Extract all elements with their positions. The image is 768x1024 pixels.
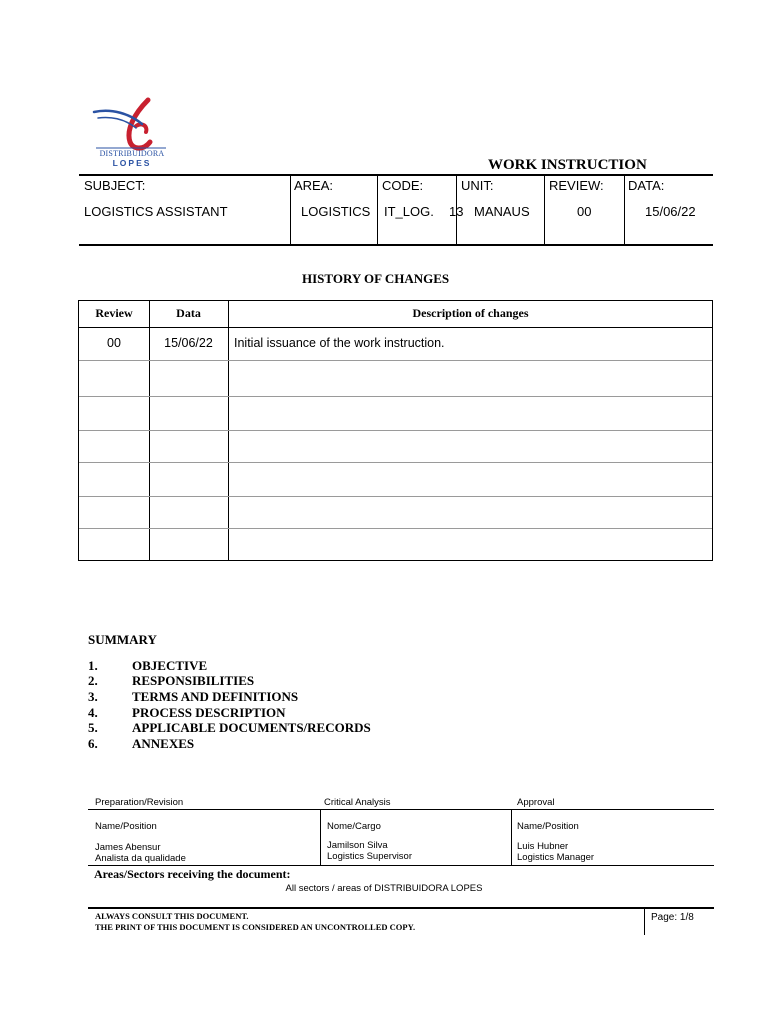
history-table <box>78 300 713 561</box>
signature-top-line <box>88 809 714 810</box>
summary-item-label: ANNEXES <box>132 736 195 751</box>
area-label: AREA: <box>294 178 334 193</box>
summary-item-number: 2. <box>88 673 98 688</box>
review-label: REVIEW: <box>549 178 604 193</box>
preparation-name: James Abensur <box>95 842 161 853</box>
document-title: WORK INSTRUCTION <box>488 157 647 173</box>
footer-notice-line1: ALWAYS CONSULT THIS DOCUMENT. <box>95 911 249 921</box>
summary-item-label: RESPONSIBILITIES <box>132 673 255 688</box>
summary-item-label: TERMS AND DEFINITIONS <box>132 689 299 704</box>
column-header-description: Description of changes <box>412 306 529 320</box>
preparation-position: Analista da qualidade <box>95 853 186 864</box>
column-header-review: Review <box>95 306 133 320</box>
approval-heading: Approval <box>517 797 555 808</box>
preparation-heading: Preparation/Revision <box>95 797 184 808</box>
row-divider <box>79 528 712 529</box>
header-divider <box>544 176 545 244</box>
page-number: Page: 1/8 <box>651 912 694 923</box>
preparation-role-label: Name/Position <box>95 821 157 832</box>
header-divider <box>377 176 378 244</box>
area-value: LOGISTICS <box>301 204 371 219</box>
row-data: 15/06/22 <box>164 336 213 350</box>
summary-item-label: PROCESS DESCRIPTION <box>132 705 286 720</box>
header-divider <box>290 176 291 244</box>
summary-heading: SUMMARY <box>88 632 157 647</box>
summary-item <box>88 658 207 674</box>
code-number: 13 <box>449 204 464 219</box>
approval-name: Luis Hubner <box>517 841 569 852</box>
subject-value: LOGISTICS ASSISTANT <box>84 204 228 219</box>
summary-item-number: 3. <box>88 689 98 704</box>
analysis-name: Jamilson Silva <box>327 840 388 851</box>
header-table <box>79 174 713 246</box>
summary-item <box>88 720 371 736</box>
column-header-data: Data <box>176 306 201 320</box>
signature-divider <box>320 809 321 866</box>
summary-item-number: 6. <box>88 736 98 751</box>
analysis-role-label: Nome/Cargo <box>327 821 381 832</box>
footer <box>88 907 714 937</box>
review-value: 00 <box>577 204 592 219</box>
footer-notice-line2: THE PRINT OF THIS DOCUMENT IS CONSIDERED AN UNCONTROLLED COPY. <box>95 922 416 932</box>
summary-item-label: APPLICABLE DOCUMENTS/RECORDS <box>132 720 371 735</box>
logo-name-bottom: LOPES <box>112 158 152 168</box>
summary-item-number: 1. <box>88 658 98 673</box>
approval-role-label: Name/Position <box>517 821 579 832</box>
header-divider <box>624 176 625 244</box>
row-description: Initial issuance of the work instruction. <box>234 336 445 350</box>
row-divider <box>79 496 712 497</box>
unit-label: UNIT: <box>461 178 494 193</box>
history-heading: HISTORY OF CHANGES <box>302 271 450 286</box>
code-label: CODE: <box>382 178 424 193</box>
unit-value: MANAUS <box>474 204 530 219</box>
row-review: 00 <box>107 336 121 350</box>
data-value: 15/06/22 <box>645 204 696 219</box>
row-divider <box>79 327 712 328</box>
summary-item <box>88 736 194 752</box>
summary-item-number: 5. <box>88 720 98 735</box>
summary-item <box>88 673 254 689</box>
row-divider <box>79 430 712 431</box>
code-value: IT_LOG. <box>384 204 434 219</box>
areas-heading: Areas/Sectors receiving the document: <box>94 867 291 881</box>
signature-divider <box>511 809 512 866</box>
signature-table <box>88 796 714 868</box>
summary-item <box>88 689 298 705</box>
summary-item-label: OBJECTIVE <box>132 658 208 673</box>
areas-value: All sectors / areas of DISTRIBUIDORA LOPES <box>285 883 483 894</box>
approval-position: Logistics Manager <box>517 852 595 863</box>
row-divider <box>79 462 712 463</box>
row-divider <box>79 360 712 361</box>
summary-item-number: 4. <box>88 705 98 720</box>
footer-divider <box>644 909 645 935</box>
data-label: DATA: <box>628 178 665 193</box>
signature-bottom-line <box>88 865 714 866</box>
analysis-heading: Critical Analysis <box>324 797 391 808</box>
logo-name-top: DISTRIBUIDORA <box>99 149 165 158</box>
company-logo <box>90 96 172 172</box>
row-divider <box>79 396 712 397</box>
subject-label: SUBJECT: <box>84 178 146 193</box>
summary-item <box>88 705 286 721</box>
analysis-position: Logistics Supervisor <box>327 851 413 862</box>
